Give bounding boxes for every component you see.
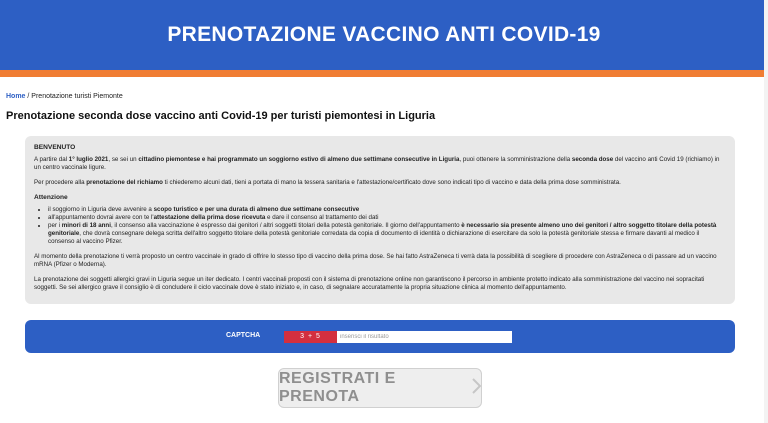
- info-paragraph-allergy: La prenotazione dei soggetti allergici gravi in Liguria segue un iter dedicato. I centri vaccinali proposti con il sistema di prenotazione online non garantiscono il percorso in ambiente protetto indicato alla somministrazione del vaccino nei sopracitati soggetti. Se sei allergico grave il consiglio è di concludere il ciclo vaccinale dove è stato iniziato e, in caso, di segnalare accuratamente la propria situazione clinica al momento dell'appuntamento.: [34, 276, 705, 291]
- info-heading: BENVENUTO: [34, 144, 76, 151]
- captcha-bar: [25, 320, 735, 353]
- page-scrollbar[interactable]: [764, 0, 768, 423]
- captcha-input[interactable]: [337, 331, 512, 343]
- register-and-book-button[interactable]: [278, 368, 482, 408]
- register-and-book-label: REGISTRATI E PRENOTA: [279, 370, 396, 405]
- site-title: PRENOTAZIONE VACCINO ANTI COVID-19: [167, 23, 601, 46]
- captcha-label: CAPTCHA: [226, 332, 261, 339]
- list-item: • per i minori di 18 anni, il consenso alla vaccinazione è espresso dai genitori / altri soggetti titolari della potestà genitoriale. Il giorno dell'appuntamento è necessario sia presente almeno uno dei genitori / altro soggetto titolare della potestà genitoriale, che dovrà consegnare delega scritta dell'altro soggetto titolare della potestà genitoriale corredata da copia di documento di identità o dichiarazione di esercitare da solo la potestà genitoriale stessa e firmare davanti al medico il consenso al vaccino Pfizer.: [48, 222, 726, 246]
- page-title: Prenotazione seconda dose vaccino anti Covid-19 per turisti piemontesi in Liguria: [6, 110, 436, 122]
- list-item: • all'appuntamento dovrai avere con te l'attestazione della prima dose ricevuta e dare il consenso al trattamento dei dati: [48, 214, 726, 222]
- info-paragraph-procedure: Per procedere alla prenotazione del richiamo ti chiederemo alcuni dati, tieni a portata di mano la tessera sanitaria e l'attestazione/certificato dove sono indicati tipo di vaccino e data della prima dose somministrata.: [34, 179, 621, 186]
- site-header: [0, 0, 768, 70]
- breadcrumb-home-link[interactable]: Home: [6, 93, 26, 100]
- captcha-code: 3 + 5: [284, 331, 337, 343]
- attention-list: [34, 206, 726, 246]
- info-paragraph-intro: A partire dal 1° luglio 2021, se sei un cittadino piemontese e hai programmato un soggiorno estivo di almeno due settimane consecutive in Liguria, puoi ottenere la somministrazione della seconda dose del vaccino anti Covid 19 (richiamo) in un centro vaccinale ligure.: [34, 156, 720, 171]
- breadcrumb-separator: /: [25, 93, 32, 100]
- attention-heading: Attenzione: [34, 194, 68, 201]
- header-accent-stripe: [0, 70, 768, 77]
- breadcrumb: [6, 93, 768, 100]
- info-box: [25, 136, 735, 304]
- breadcrumb-current: Prenotazione turisti Piemonte: [31, 93, 123, 100]
- list-item: • il soggiorno in Liguria deve avvenire a scopo turistico e per una durata di almeno due settimane consecutive: [48, 206, 726, 214]
- info-paragraph-vaccine-type: Al momento della prenotazione ti verrà proposto un centro vaccinale in grado di offrire lo stesso tipo di vaccino della prima dose. Se hai fatto AstraZeneca ti verrà data la possibilità di scegliere di procedere con AstraZeneca o di passare ad un vaccino mRNA (Pfizer o Moderna).: [34, 253, 717, 268]
- chevron-right-icon: [472, 378, 481, 399]
